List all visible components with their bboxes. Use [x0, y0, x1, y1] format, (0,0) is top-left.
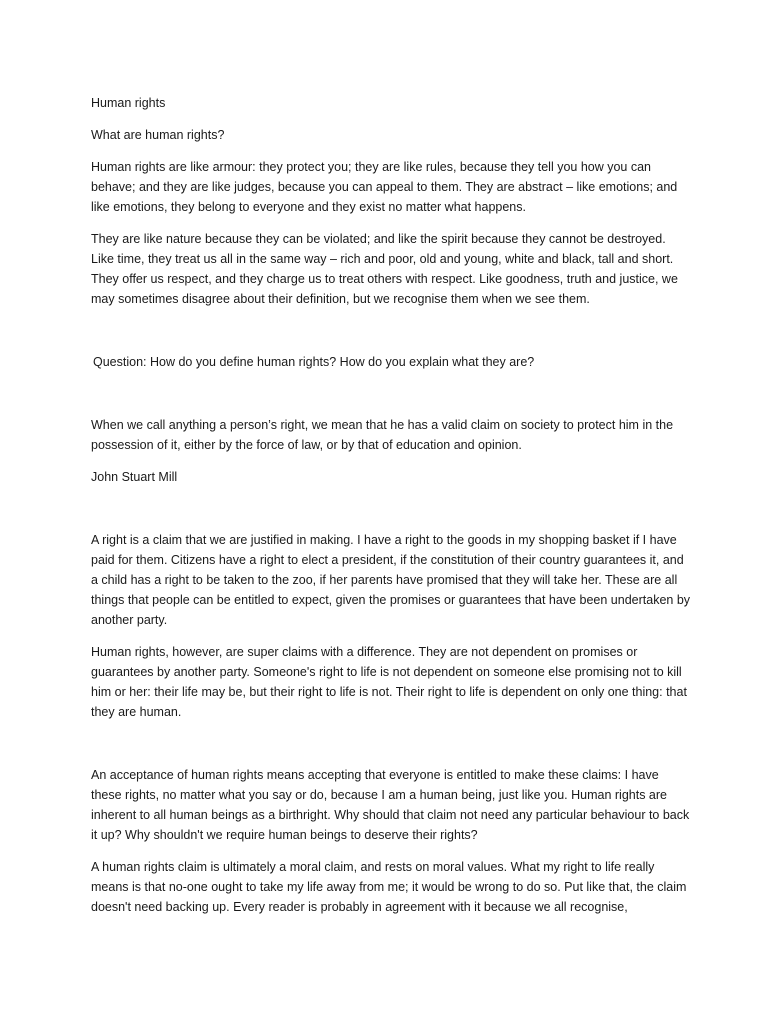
document-title: Human rights — [91, 96, 166, 110]
paragraph: Human rights, however, are super claims with a difference. They are not dependent on promises or guarantees by another party. Someone's right to life is not dependent on someone else promising not to kill him or her: their life may be, but their right to life is not. Their right to life is dependent on only one thing: that they are human. — [91, 645, 687, 719]
document-page — [91, 93, 691, 929]
quote-text: When we call anything a person’s right, we mean that he has a valid claim on society to protect him in the possession of it, either by the force of law, or by that of education and opinion. — [91, 418, 674, 452]
document-subtitle: What are human rights? — [91, 128, 225, 142]
paragraph: An acceptance of human rights means accepting that everyone is entitled to make these claims: I have these rights, no matter what you say or do, because I am a human being, just like you. Human rights are inherent to all human beings as a birthright. Why should that claim not need any particular behaviour to back it up? Why shouldn't we require human beings to deserve their rights? — [91, 768, 690, 842]
paragraph: They are like nature because they can be violated; and like the spirit because they cannot be destroyed. Like time, they treat us all in the same way – rich and poor, old and young, white and black, tall and short. They offer us respect, and they charge us to treat others with respect. Like goodness, truth and justice, we may sometimes disagree about their definition, but we recognise them when we see them. — [91, 232, 678, 306]
paragraph: Human rights are like armour: they protect you; they are like rules, because they tell you how you can behave; and they are like judges, because you can appeal to them. They are abstract – like emotions; and like emotions, they belong to everyone and they exist no matter what happens. — [91, 160, 678, 214]
quote-author: John Stuart Mill — [91, 470, 178, 484]
paragraph: A right is a claim that we are justified in making. I have a right to the goods in my shopping basket if I have paid for them. Citizens have a right to elect a president, if the constitution of their country guarantees it, and a child has a right to be taken to the zoo, if her parents have promised that they will take her. These are all things that people can be entitled to expect, given the promises or guarantees that have been undertaken by another party. — [91, 533, 691, 627]
question-text: Question: How do you define human rights? How do you explain what they are? — [93, 355, 535, 369]
paragraph: A human rights claim is ultimately a moral claim, and rests on moral values. What my right to life really means is that no-one ought to take my life away from me; it would be wrong to do so. Put like that, the claim doesn't need backing up. Every reader is probably in agreement with it because we all recognise, — [91, 860, 687, 914]
